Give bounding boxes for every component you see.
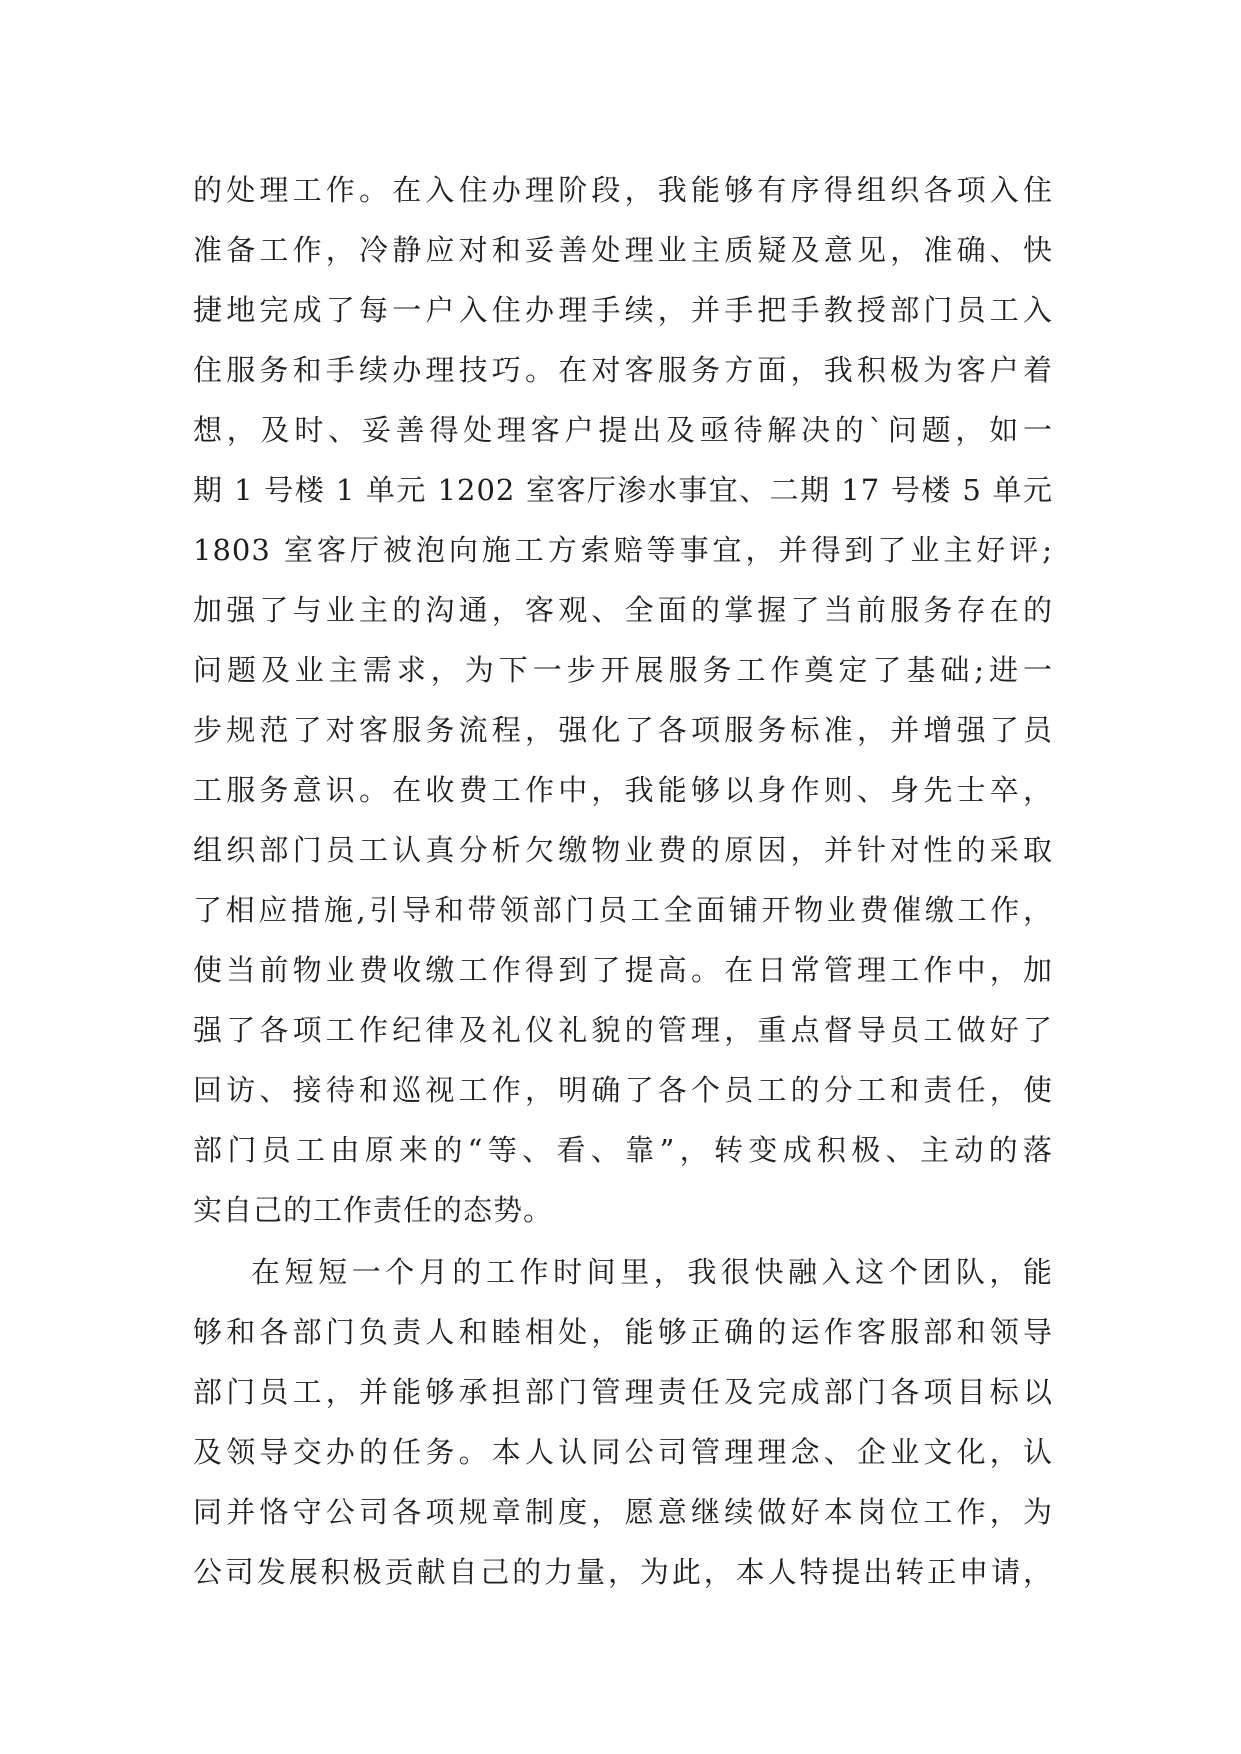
text-line: 组织部门员工认真分析欠缴物业费的原因，并针对性的采取 — [193, 833, 1053, 867]
text-line: 工服务意识。在收费工作中，我能够以身作则、身先士卒， — [193, 773, 1053, 807]
text-line: 捷地完成了每一户入住办理手续，并手把手教授部门员工入 — [193, 293, 1053, 327]
text-line: 强了各项工作纪律及礼仪礼貌的管理，重点督导员工做好了 — [193, 1013, 1053, 1047]
text-line: 期 1 号楼 1 单元 1202 室客厅渗水事宜、二期 17 号楼 5 单元 — [193, 473, 1053, 507]
text-line: 加强了与业主的沟通，客观、全面的掌握了当前服务存在的 — [193, 593, 1053, 627]
text-line: 问题及业主需求，为下一步开展服务工作奠定了基础;进一 — [193, 653, 1053, 687]
text-line: 使当前物业费收缴工作得到了提高。在日常管理工作中，加 — [193, 953, 1053, 987]
text-line: 部门员工由原来的“等、看、靠”，转变成积极、主动的落 — [193, 1133, 1053, 1167]
text-line: 了相应措施,引导和带领部门员工全面铺开物业费催缴工作， — [193, 893, 1053, 927]
text-line: 准备工作，冷静应对和妥善处理业主质疑及意见，准确、快 — [193, 233, 1053, 267]
text-line: 同并恪守公司各项规章制度，愿意继续做好本岗位工作，为 — [193, 1495, 1053, 1529]
paragraph-work-summary — [193, 160, 1053, 1240]
text-line: 住服务和手续办理技巧。在对客服务方面，我积极为客户着 — [193, 353, 1053, 387]
text-line: 实自己的工作责任的态势。 — [193, 1193, 554, 1227]
text-line: 公司发展积极贡献自己的力量，为此，本人特提出转正申请， — [193, 1555, 1053, 1589]
text-line: 部门员工，并能够承担部门管理责任及完成部门各项目标以 — [193, 1375, 1053, 1409]
text-line: 步规范了对客服务流程，强化了各项服务标准，并增强了员 — [193, 713, 1053, 747]
text-line: 的处理工作。在入住办理阶段，我能够有序得组织各项入住 — [193, 173, 1053, 207]
text-line: 想，及时、妥善得处理客户提出及亟待解决的`问题，如一 — [193, 413, 1053, 447]
text-line: 够和各部门负责人和睦相处，能够正确的运作客服部和领导 — [193, 1315, 1053, 1349]
text-line: 在短短一个月的工作时间里，我很快融入这个团队，能 — [251, 1255, 1053, 1289]
document-body — [193, 160, 1053, 1602]
text-line: 回访、接待和巡视工作，明确了各个员工的分工和责任，使 — [193, 1073, 1053, 1107]
text-line: 1803 室客厅被泡向施工方索赔等事宜，并得到了业主好评; — [193, 533, 1053, 567]
paragraph-probation-request — [193, 1242, 1053, 1602]
text-line: 及领导交办的任务。本人认同公司管理理念、企业文化，认 — [193, 1435, 1053, 1469]
